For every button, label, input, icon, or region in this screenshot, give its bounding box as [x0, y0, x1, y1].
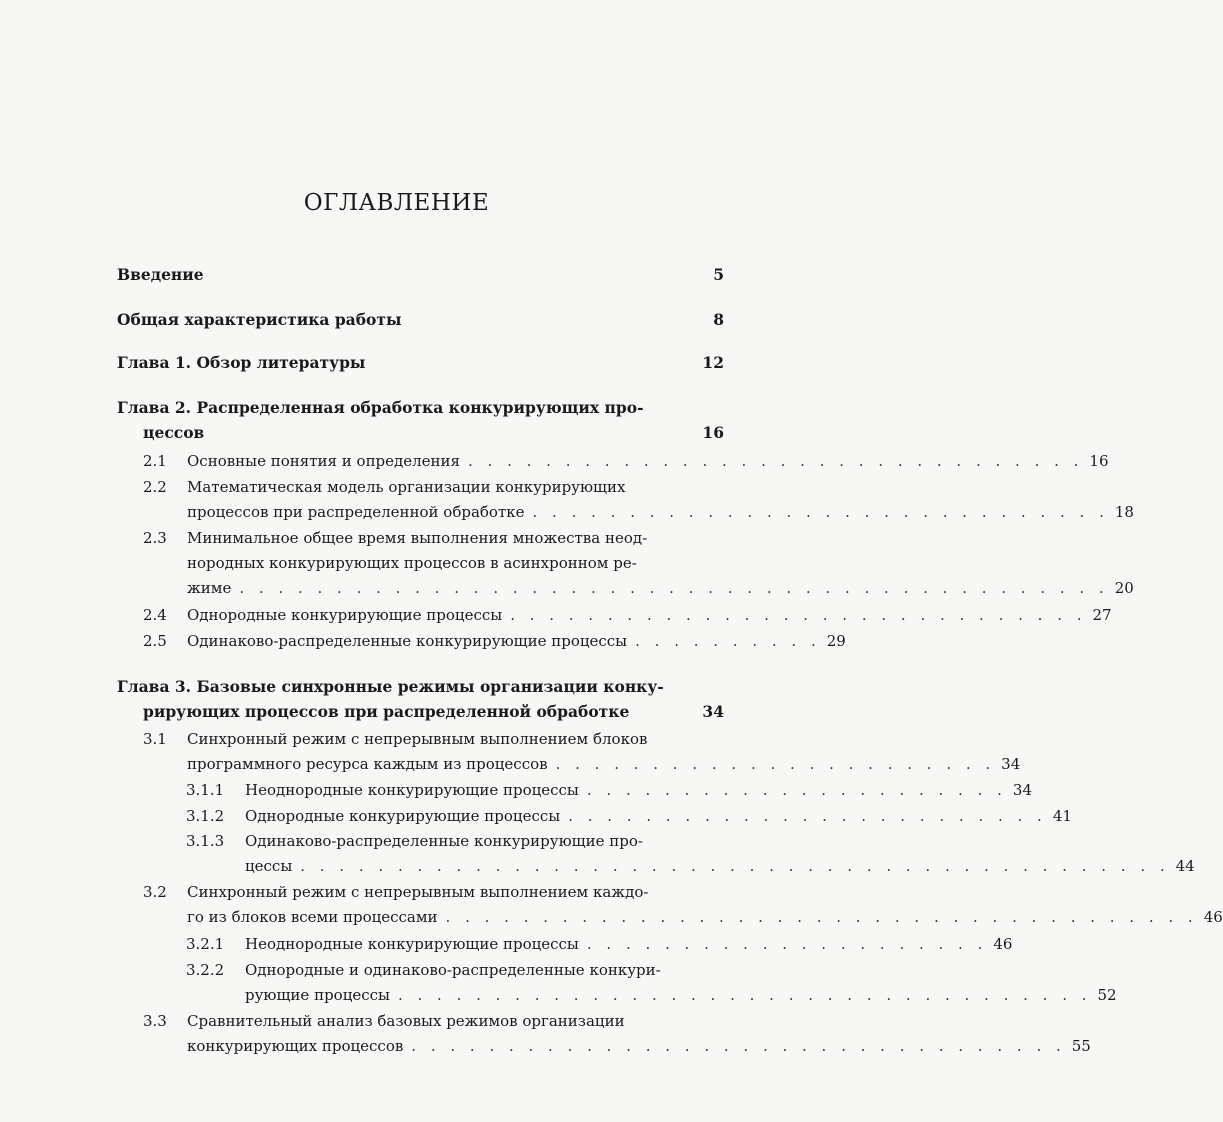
dot-leader: . . . . . . . . . . . . . . . . . . . . . . . . . . . . . .: [532, 503, 1109, 521]
toc-entry-3-1-2: [186, 807, 1072, 825]
toc-label-cont: жиме: [187, 579, 232, 597]
section-number: 3.1: [143, 730, 167, 748]
section-number: 3.1.1: [186, 781, 225, 799]
toc-entry-2-1: [143, 452, 1109, 470]
dot-leader: . . . . . . . . . . . . . . . . . . . . . . . . . . . . . . . . . . . . . . . . . . . . .: [239, 579, 1109, 597]
dot-leader: . . . . . . . . . . . . . . . . . . . . . . . . . . . . . . . . . . . .: [397, 986, 1092, 1004]
toc-page: 34: [702, 702, 724, 721]
toc-label: Минимальное общее время выполнения множества неод-: [187, 529, 648, 547]
toc-label: Однородные и одинаково-распределенные конкури-: [245, 961, 661, 979]
toc-label: Однородные конкурирующие процессы: [245, 807, 561, 825]
toc-entry-2-5: [143, 632, 846, 650]
toc-label: Общая характеристика работы: [117, 310, 402, 329]
toc-entry-chapter-3: [117, 678, 724, 721]
toc-entry-2-3: [143, 529, 1134, 597]
toc-page: 46: [1203, 908, 1223, 926]
toc-page: 29: [826, 632, 846, 650]
dot-leader: . . . . . . . . . . . . . . . . . . . . .: [586, 935, 988, 953]
dot-leader: . . . . . . . . . . . . . . . . . . . . . .: [586, 781, 1007, 799]
dot-leader: . . . . . . . . . . . . . . . . . . . . . . . . . . . . . . . . . .: [411, 1037, 1066, 1055]
toc-label: Синхронный режим с непрерывным выполнением блоков: [187, 730, 648, 748]
toc-page: 34: [1012, 781, 1032, 799]
toc-label: Сравнительный анализ базовых режимов организации: [187, 1012, 625, 1030]
toc-page: 16: [1089, 452, 1109, 470]
page-title: ОГЛАВЛЕНИЕ: [303, 190, 490, 216]
toc-page: 34: [1001, 755, 1021, 773]
toc-label: Математическая модель организации конкурирующих: [187, 478, 626, 496]
section-number: 2.2: [143, 478, 167, 496]
toc-label: Основные понятия и определения: [187, 452, 461, 470]
toc-entry-3-3: [143, 1012, 1091, 1055]
toc-label-cont: рирующих процессов при распределенной обработке: [143, 702, 630, 721]
toc-page: 52: [1097, 986, 1117, 1004]
dot-leader: . . . . . . . . . . . . . . . . . . . . . . . . . . . . . . . .: [468, 452, 1084, 470]
toc-page: 41: [1052, 807, 1072, 825]
section-number: 3.2.1: [186, 935, 225, 953]
section-number: 2.4: [143, 606, 167, 624]
toc-label: Неоднородные конкурирующие процессы: [245, 935, 579, 953]
toc-page: 16: [702, 423, 724, 442]
toc-entry-general: [117, 311, 724, 329]
toc-label: Глава 1. Обзор литературы: [117, 353, 366, 372]
toc-entry-2-2: [143, 478, 1134, 521]
dot-leader: . . . . . . . . . . . . . . . . . . . . . . . . . . . . . .: [510, 606, 1087, 624]
toc-entry-3-2-2: [186, 961, 1117, 1004]
toc-entry-3-1: [143, 730, 1021, 773]
toc-entry-chapter-1: [117, 354, 724, 372]
toc-page: 18: [1114, 503, 1134, 521]
dot-leader: . . . . . . . . . .: [635, 632, 821, 650]
toc-page: 44: [1175, 857, 1195, 875]
toc-page: 5: [713, 265, 724, 284]
section-number: 2.1: [143, 452, 167, 470]
toc-entry-3-2: [143, 883, 1223, 926]
toc-label: Одинаково-распределенные конкурирующие про-: [245, 832, 643, 850]
toc-page: 20: [1114, 579, 1134, 597]
dot-leader: . . . . . . . . . . . . . . . . . . . . . . . . . . . . . . . . . . . . . . . . . . . . .: [300, 857, 1170, 875]
section-number: 2.5: [143, 632, 167, 650]
toc-page: 55: [1071, 1037, 1091, 1055]
toc-label: Синхронный режим с непрерывным выполнением каждо-: [187, 883, 649, 901]
toc-label-cont: процессов при распределенной обработке: [187, 503, 525, 521]
toc-entry-2-4: [143, 606, 1112, 624]
toc-entry-3-1-3: [186, 832, 1195, 875]
dot-leader: . . . . . . . . . . . . . . . . . . . . . . . . . . . . . . . . . . . . . . .: [445, 908, 1198, 926]
toc-label: Глава 3. Базовые синхронные режимы организации конку-: [117, 677, 664, 696]
toc-label: Введение: [117, 265, 204, 284]
dot-leader: . . . . . . . . . . . . . . . . . . . . . . .: [555, 755, 996, 773]
toc-page: 27: [1092, 606, 1112, 624]
toc-entry-chapter-2: [117, 399, 724, 442]
toc-page: 46: [993, 935, 1013, 953]
toc-label-cont: программного ресурса каждым из процессов: [187, 755, 548, 773]
toc-label-cont: цессов: [143, 423, 205, 442]
section-number: 3.1.2: [186, 807, 225, 825]
toc-label-cont: го из блоков всеми процессами: [187, 908, 438, 926]
section-number: 3.1.3: [186, 832, 225, 850]
toc-label-cont: цессы: [245, 857, 293, 875]
toc-label: Неоднородные конкурирующие процессы: [245, 781, 579, 799]
toc-entry-3-1-1: [186, 781, 1032, 799]
toc-label: Одинаково-распределенные конкурирующие процессы: [187, 632, 628, 650]
section-number: 3.2.2: [186, 961, 225, 979]
toc-entry-3-2-1: [186, 935, 1013, 953]
section-number: 3.2: [143, 883, 167, 901]
dot-leader: . . . . . . . . . . . . . . . . . . . . . . . . .: [568, 807, 1047, 825]
section-number: 3.3: [143, 1012, 167, 1030]
toc-page: 12: [702, 353, 724, 372]
section-number: 2.3: [143, 529, 167, 547]
toc-page: 8: [713, 310, 724, 329]
toc-label: Глава 2. Распределенная обработка конкурирующих про-: [117, 398, 644, 417]
toc-entry-intro: [117, 266, 724, 284]
toc-label-cont: конкурирующих процессов: [187, 1037, 404, 1055]
toc-label-cont: нородных конкурирующих процессов в асинхронном ре-: [187, 554, 637, 572]
toc-label: Однородные конкурирующие процессы: [187, 606, 503, 624]
toc-label-cont: рующие процессы: [245, 986, 390, 1004]
